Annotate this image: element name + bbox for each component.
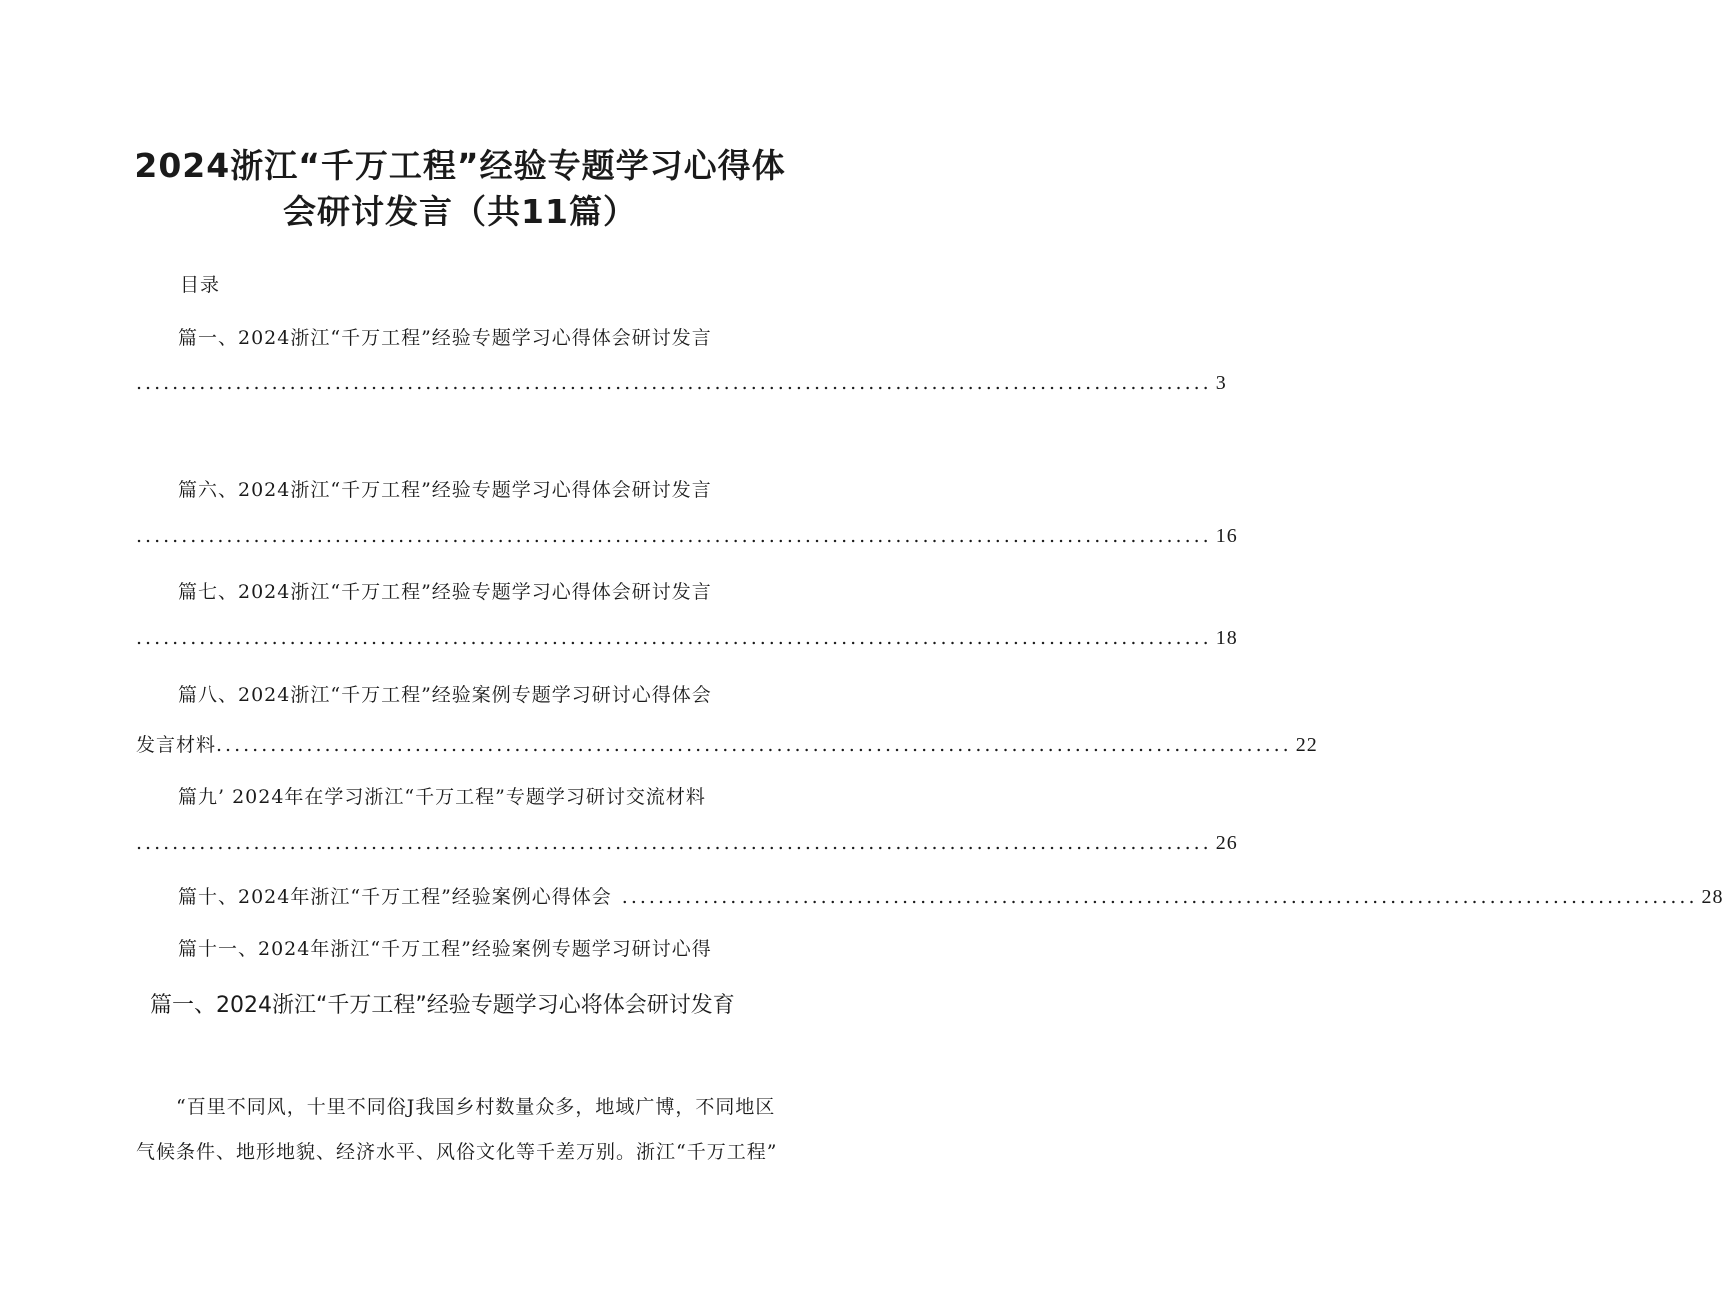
toc-entry-9-title: 篇九’ 2024年在学习浙江“千万工程”专题学习研讨交流材料 <box>178 786 706 808</box>
paragraph-line-1: “百里不同风，十里不同俗J我国乡村数量众多，地域广博，不同地区 <box>176 1096 776 1118</box>
document-title-line-1: 2024浙江“千万工程”经验专题学习心得体 <box>134 146 786 185</box>
toc-entry-1-page: 3 <box>1215 372 1227 394</box>
toc-entry-7-page: 18 <box>1215 627 1238 649</box>
toc-entry-1-title: 篇一、2024浙江“千万工程”经验专题学习心得体会研讨发言 <box>178 327 712 349</box>
toc-entry-8-page: 22 <box>1295 734 1318 756</box>
section-heading: 篇一、2024浙江“千万工程”经验专题学习心将体会研讨发育 <box>150 993 735 1018</box>
dot-leader: ....................................................................................................................... <box>136 627 1212 649</box>
toc-entry-9-leader <box>136 832 1238 855</box>
toc-entry-8-continuation: 发言材料 <box>136 734 217 756</box>
dot-leader: ....................................................................................................................... <box>621 886 1698 908</box>
toc-entry-8-title: 篇八、2024浙江“千万工程”经验案例专题学习研讨心得体会 <box>178 684 712 706</box>
toc-entry-10-title: 篇十、2024年浙江“千万工程”经验案例心得体会 <box>178 886 612 908</box>
toc-entry-1-leader <box>136 372 1227 395</box>
dot-leader: ....................................................................................................................... <box>136 832 1212 854</box>
toc-entry-6-leader <box>136 525 1238 548</box>
toc-entry-6-title: 篇六、2024浙江“千万工程”经验专题学习心得体会研讨发言 <box>178 479 712 501</box>
toc-heading: 目录 <box>180 274 221 296</box>
toc-entry-10-page: 28 <box>1701 886 1724 908</box>
toc-entry-10 <box>178 882 1724 909</box>
toc-entry-8-leader <box>136 730 1318 757</box>
toc-entry-7-title: 篇七、2024浙江“千万工程”经验专题学习心得体会研讨发言 <box>178 581 712 603</box>
paragraph-line-2: 气候条件、地形地貌、经济水平、风俗文化等千差万别。浙江“千万工程” <box>136 1141 778 1163</box>
document-title-line-2: 会研讨发言（共11篇） <box>283 192 637 231</box>
toc-entry-7-leader <box>136 627 1238 650</box>
dot-leader: ....................................................................................................................... <box>136 525 1212 547</box>
toc-entry-9-page: 26 <box>1215 832 1238 854</box>
dot-leader: ....................................................................................................................... <box>136 372 1212 394</box>
toc-entry-6-page: 16 <box>1215 525 1238 547</box>
toc-entry-11-title: 篇十一、2024年浙江“千万工程”经验案例专题学习研讨心得 <box>178 938 712 960</box>
dot-leader: ....................................................................................................................... <box>216 734 1292 756</box>
